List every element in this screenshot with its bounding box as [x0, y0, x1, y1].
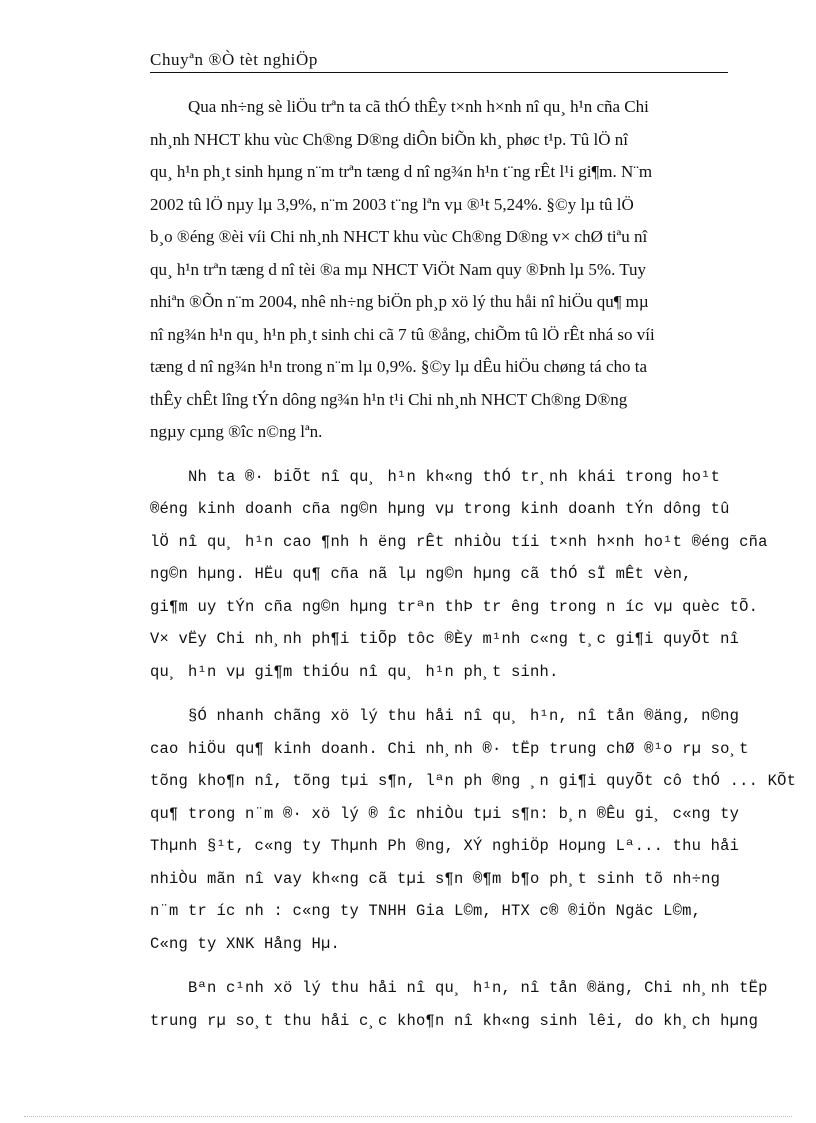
paragraph-line: Qua nh÷ng sè liÖu trªn ta cã thÓ thÊy t×nh h×nh nî qu¸ h¹n cña Chi [188, 97, 649, 116]
paragraph-line: §Ó nhanh chãng xö lý thu håi nî qu¸ h¹n, nî tån ®äng, n©ng [188, 707, 740, 725]
paragraph-line: tõng kho¶n nî, tõng tµi s¶n, lªn ph ®ng ¸n gi¶i quyÕt cô thÓ ... KÕt [150, 772, 797, 790]
paragraph-line: Thµnh §¹t, c«ng ty Thµnh Ph ®ng, XÝ nghiÖp Hoµng Lª... thu håi [150, 837, 740, 855]
paragraph-line: Nh ta ®· biÕt nî qu¸ h¹n kh«ng thÓ tr¸nh khái trong ho¹t [188, 467, 721, 486]
paragraph-line: nhiªn ®Õn n¨m 2004, nhê nh÷ng biÖn ph¸p xö lý thu håi nî hiÖu qu¶ mµ [150, 292, 649, 311]
paragraph-line: qu¸ h¹n vµ gi¶m thiÓu nî qu¸ h¹n ph¸t sinh. [150, 662, 559, 681]
header-rule [150, 72, 728, 73]
paragraph-line: qu¶ trong n¨m ®· xö lý ® îc nhiÒu tµi s¶n: b¸n ®Êu gi¸ c«ng ty [150, 804, 740, 823]
paragraph-line: 2002 tû lÖ nµy lµ 3,9%, n¨m 2003 t¨ng lªn vµ ®¹t 5,24%. §©y lµ tû lÖ [150, 194, 634, 214]
paragraph-line: qu¸ h¹n trªn tæng d nî tèi ®a mµ NHCT ViÖt Nam quy ®Þnh lµ 5%. Tuy [150, 259, 647, 279]
paragraph-line: C«ng ty XNK Hång Hµ. [150, 934, 341, 953]
paragraph-line: ®éng kinh doanh cña ng©n hµng vµ trong kinh doanh tÝn dông tû [150, 500, 730, 518]
running-header: Chuyªn ®Ò tèt nghiÖp [150, 50, 318, 69]
body-text [150, 91, 797, 1049]
paragraph-line: V× vËy Chi nh¸nh ph¶i tiÕp tôc ®Èy m¹nh c«ng t¸c gi¶i quyÕt nî [150, 630, 740, 648]
paragraph [150, 461, 768, 689]
paragraph-line: lÖ nî qu¸ h¹n cao ¶nh h ëng rÊt nhiÒu tíi t×nh h×nh ho¹t ®éng cña [150, 532, 768, 551]
paragraph-line: b¸o ®éng ®èi víi Chi nh¸nh NHCT khu vùc Ch®ng D®ng v× chØ tiªu nî [150, 227, 648, 246]
paragraph-line: ngµy cµng ®îc n©ng lªn. [150, 422, 323, 441]
paragraph-line: gi¶m uy tÝn cña ng©n hµng trªn thÞ tr êng trong n íc vµ quèc tÕ. [150, 597, 759, 616]
paragraph-line: thÊy chÊt lîng tÝn dông ng¾n h¹n t¹i Chi nh¸nh NHCT Ch®ng D®ng [150, 389, 628, 409]
footer-rule [24, 1116, 792, 1117]
paragraph-line: cao hiÖu qu¶ kinh doanh. Chi nh¸nh ®· tËp trung chØ ®¹o rµ so¸t [150, 739, 749, 758]
paragraph-line: nh¸nh NHCT khu vùc Ch®ng D®ng diÔn biÕn kh¸ phøc t¹p. Tû lÖ nî [150, 129, 628, 149]
paragraph [150, 700, 797, 960]
paragraph-line: trung rµ so¸t thu håi c¸c kho¶n nî kh«ng sinh lêi, do kh¸ch hµng [150, 1011, 759, 1030]
paragraph-line: qu¸ h¹n ph¸t sinh hµng n¨m trªn tæng d nî ng¾n h¹n t¨ng rÊt l¹i gi¶m. N¨m [150, 162, 653, 181]
paragraph-line: ng©n hµng. HËu qu¶ cña nã lµ ng©n hµng cã thÓ sÏ mÊt vèn, [150, 565, 692, 583]
paragraph-line: Bªn c¹nh xö lý thu håi nî qu¸ h¹n, nî tån ®äng, Chi nh¸nh tËp [188, 979, 768, 997]
paragraph-line: nhiÒu mãn nî vay kh«ng cã tµi s¶n ®¶m b¶o ph¸t sinh tõ nh÷ng [150, 869, 721, 888]
paragraph-line: nî ng¾n h¹n qu¸ h¹n ph¸t sinh chi cã 7 tû ®ång, chiÕm tû lÖ rÊt nhá so víi [150, 324, 655, 344]
paragraph [150, 972, 768, 1037]
paragraph-line: tæng d nî ng¾n h¹n trong n¨m lµ 0,9%. §©y lµ dÊu hiÖu chøng tá cho ta [150, 357, 648, 376]
paragraph [150, 91, 728, 449]
paragraph-line: n¨m tr íc nh : c«ng ty TNHH Gia L©m, HTX c® ®iÖn Ngäc L©m, [150, 902, 702, 920]
